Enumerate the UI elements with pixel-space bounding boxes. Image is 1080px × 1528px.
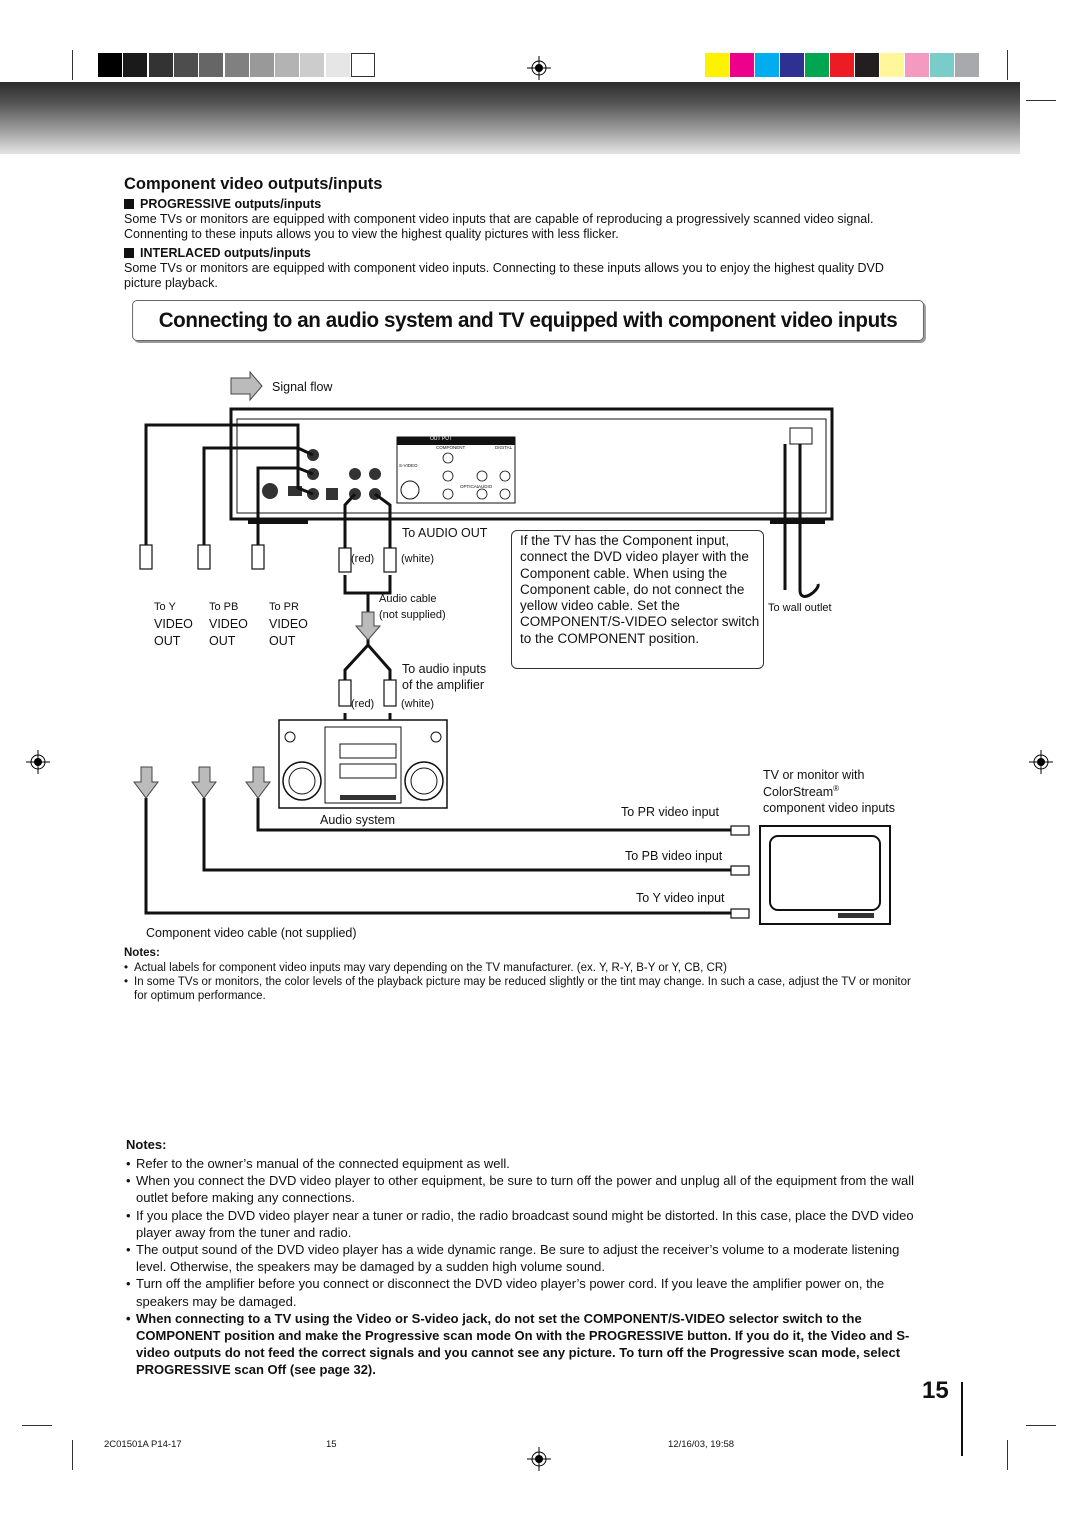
- page-number: 15: [922, 1377, 949, 1404]
- panel-svideo-label: S-VIDEO: [399, 463, 418, 468]
- footer-code: 2C01501A P14-17: [104, 1439, 182, 1450]
- notes-1-item: • In some TVs or monitors, the color levels of the playback picture may be reduced slightly or the tint may change. In such a case, adjust the TV or monitor for optimum performance.: [124, 975, 924, 1003]
- notes-2-title: Notes:: [126, 1137, 167, 1152]
- tv-illustration: [760, 826, 890, 924]
- notes-1-title: Notes:: [124, 947, 160, 959]
- out-label-y: OUT: [154, 634, 181, 648]
- audio-cable-not-supplied: (not supplied): [379, 609, 446, 621]
- red-label-2: (red): [351, 698, 375, 710]
- to-audio-inputs-label: To audio inputs: [402, 662, 487, 676]
- tv-label-line3: component video inputs: [763, 801, 896, 815]
- page-number-rule: [961, 1382, 963, 1456]
- notes-1-item: • Actual labels for component video inputs may vary depending on the TV manufacturer. (ex. Y, R-Y, B-Y or Y, CB, CR): [124, 961, 924, 975]
- notes-2-bold-item: • When connecting to a TV using the Video or S-video jack, do not set the COMPONENT/S-VIDEO selector switch to the COMPONENT position and make the Progressive scan mode On with the PROGRESSIVE button. If you do it, the Video and S-video outputs do not feed the correct signals and you cannot see any picture. To turn off the Progressive scan mode, select PROGRESSIVE scan Off (see page 32).: [126, 1310, 932, 1379]
- progressive-text: Some TVs or monitors are equipped with component video inputs that are capable of reproducing a progressively scanned video signal. Connenting to these inputs allows you to view the highest quality pictures with less flicker.: [124, 212, 874, 241]
- connection-banner-title: Connecting to an audio system and TV equipped with component video inputs: [132, 300, 924, 341]
- to-y-label: To Y: [154, 601, 176, 613]
- panel-output-label: OUT PUT: [430, 436, 452, 442]
- audio-cable-label: Audio cable: [379, 593, 437, 605]
- notes-2-item: • Turn off the amplifier before you connect or disconnect the DVD video player’s power cord. If you leave the amplifier power on, the speakers may be damaged.: [126, 1275, 932, 1309]
- dvd-player-rear: [231, 409, 832, 524]
- out-label-pr: OUT: [269, 634, 296, 648]
- footer-date: 12/16/03, 19:58: [668, 1439, 735, 1450]
- audio-system-illustration: [279, 720, 447, 808]
- panel-audio-label: AUDIO: [478, 484, 493, 489]
- panel-component-label: COMPONENT: [436, 445, 466, 450]
- out-label-pb: OUT: [209, 634, 236, 648]
- notes-2-item: • When you connect the DVD video player to other equipment, be sure to turn off the power and unplug all of the equipment from the wall outlet before making any connections.: [126, 1172, 932, 1206]
- panel-optical-label: OPTICAL: [460, 484, 480, 489]
- progressive-heading: PROGRESSIVE outputs/inputs: [124, 197, 321, 211]
- tv-label-line2: ColorStream®: [763, 784, 840, 800]
- notes-2-item: • The output sound of the DVD video player has a wide dynamic range. Be sure to adjust the receiver’s volume to a moderate listening level. Otherwise, the speakers may be damaged by a sudden high volume sound.: [126, 1241, 932, 1275]
- to-y-input-label: To Y video input: [636, 891, 725, 905]
- video-label-pb: VIDEO: [209, 617, 248, 631]
- white-label: (white): [401, 553, 435, 565]
- video-label-y: VIDEO: [154, 617, 193, 631]
- tv-label-line1: TV or monitor with: [763, 768, 865, 782]
- component-cable-label: Component video cable (not supplied): [146, 926, 357, 940]
- notes-2-list: [126, 1155, 932, 1379]
- to-pb-input-label: To PB video input: [625, 849, 723, 863]
- red-label: (red): [351, 553, 375, 565]
- footer-page: 15: [326, 1439, 337, 1450]
- to-pr-label: To PR: [269, 601, 299, 613]
- interlaced-heading: INTERLACED outputs/inputs: [124, 246, 311, 260]
- interlaced-text: Some TVs or monitors are equipped with component video inputs. Connecting to these inputs allows you to enjoy the highest quality DVD picture playback.: [124, 261, 884, 290]
- white-label-2: (white): [401, 698, 435, 710]
- audio-system-label: Audio system: [320, 813, 396, 827]
- signal-flow-label: Signal flow: [272, 380, 333, 394]
- panel-digital-label: DIGITAL: [495, 445, 513, 450]
- notes-2-item: • If you place the DVD video player near a tuner or radio, the radio broadcast sound might be distorted. In this case, place the DVD video player away from the tuner and radio.: [126, 1207, 932, 1241]
- section-title: Component video outputs/inputs: [124, 175, 383, 193]
- notes-2-item: • Refer to the owner’s manual of the connected equipment as well.: [126, 1155, 932, 1172]
- of-amplifier-label: of the amplifier: [402, 678, 484, 692]
- to-pb-label: To PB: [209, 601, 239, 613]
- signal-flow-arrow-icon: [231, 372, 262, 400]
- video-label-pr: VIDEO: [269, 617, 308, 631]
- component-callout-text: If the TV has the Component input, connect the DVD video player with the Component cable. When using the Component cable, do not connect the yellow video cable. Set the COMPONENT/S-VIDEO selector switch to the COMPONENT position.: [520, 533, 760, 646]
- to-audio-out-label: To AUDIO OUT: [402, 526, 488, 540]
- to-wall-outlet-label: To wall outlet: [768, 602, 832, 614]
- to-pr-input-label: To PR video input: [621, 805, 719, 819]
- notes-1-list: [124, 961, 924, 1003]
